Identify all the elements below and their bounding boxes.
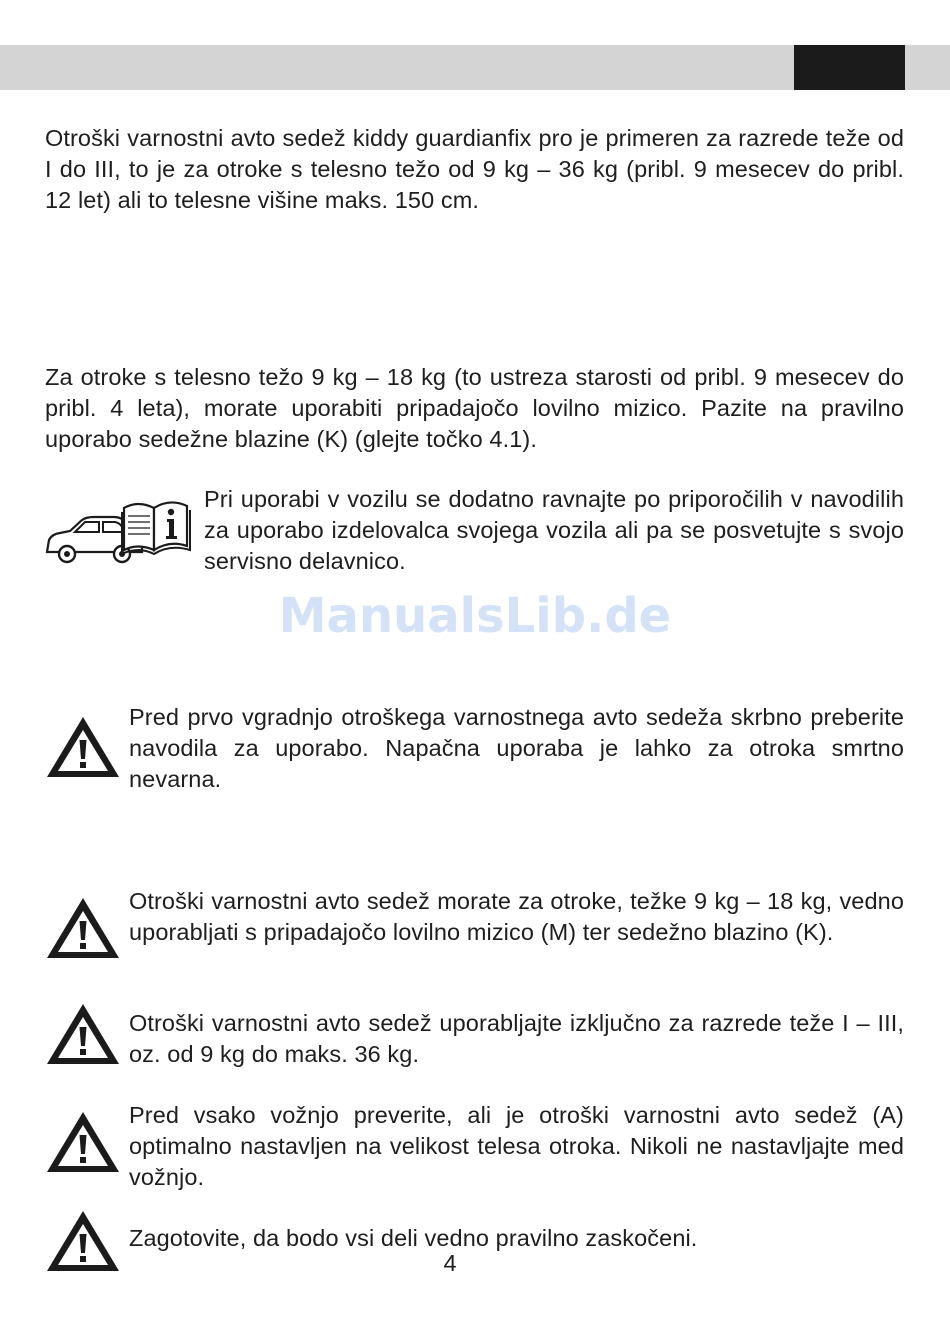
header-tab-block — [794, 45, 905, 90]
warning-triangle-icon — [45, 1002, 121, 1066]
vehicle-manual-paragraph: Pri uporabi v vozilu se dodatno ravnajte po priporočilih v navodilih za uporabo izdelovalca svojega vozila ali pa se posvetujte s svojo servisno delavnico. — [204, 486, 904, 574]
warning-text: Otroški varnostni avto sedež morate za otroke, težke 9 kg – 18 kg, vedno uporabljati s pripadajočo lovilno mizico (M) ter sedežno blazino (K). — [129, 888, 904, 945]
warning-triangle-icon — [45, 896, 121, 960]
page-number: 4 — [443, 1250, 457, 1276]
warning-text: Pred prvo vgradnjo otroškega varnostnega avto sedeža skrbno preberite navodila za uporabo. Napačna uporaba je lahko za otroka smrtno nevarna. — [129, 704, 904, 792]
warning-text: Pred vsako vožnjo preverite, ali je otroški varnostni avto sedež (A) optimalno nastavljen na velikost telesa otroka. Nikoli ne nastavljajte med vožnjo. — [129, 1102, 904, 1190]
warning-triangle-icon — [45, 715, 121, 779]
watermark: ManualsLib.de — [278, 588, 672, 644]
warning-triangle-icon — [45, 1110, 121, 1174]
intro-paragraph: Otroški varnostni avto sedež kiddy guardianfix pro je primeren za razrede teže od I do III, to je za otroke s telesno težo od 9 kg – 36 kg (pribl. 9 mesecev do pribl. 12 let) ali to telesne višine maks. 150 cm. — [45, 125, 904, 213]
weight-group-paragraph: Za otroke s telesno težo 9 kg – 18 kg (to ustreza starosti od pribl. 9 mesecev do pribl. 4 leta), morate uporabiti pripadajočo lovilno mizico. Pazite na pravilno uporabo sedežne blazine (K) (glejte točko 4.1). — [45, 364, 904, 452]
warning-text: Zagotovite, da bodo vsi deli vedno pravilno zaskočeni. — [129, 1225, 698, 1251]
car-manual-info-icon — [44, 494, 192, 568]
warning-text: Otroški varnostni avto sedež uporabljajte izključno za razrede teže I – III, oz. od 9 kg do maks. 36 kg. — [129, 1010, 904, 1067]
